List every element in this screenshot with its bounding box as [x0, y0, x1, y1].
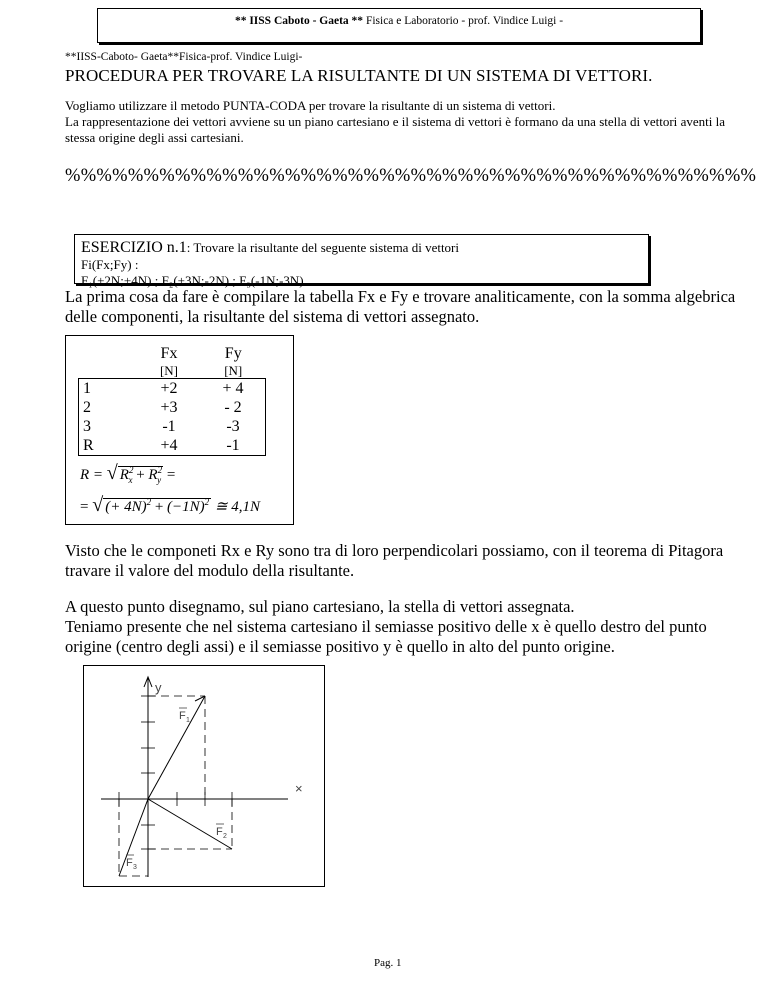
f1-sub: 1 — [186, 717, 190, 724]
separator: %%%%%%%%%%%%%%%%%%%%%%%%%%%%%%%%%%%%%%%%%%%% — [65, 166, 757, 186]
row-label: R — [79, 436, 138, 456]
row-fx: +2 — [137, 379, 201, 399]
f3-label: F — [126, 857, 133, 869]
paragraph-3: A questo punto disegnamo, sul piano cartesiano, la stella di vettori assegnata. — [65, 597, 575, 616]
header-subject: Fisica e Laboratorio - prof. Vindice Luigi - — [363, 15, 564, 27]
vector-f1 — [148, 696, 205, 799]
vector-diagram — [83, 665, 325, 887]
paragraph-1: La prima cosa da fare è compilare la tabella Fx e Fy e trovare analiticamente, con la somma algebrica delle componenti, la risultante del sistema di vettori assegnato. — [65, 287, 736, 326]
intro — [65, 98, 725, 146]
formula-plus-2: + — [151, 499, 168, 515]
col-fx: Fx — [160, 345, 178, 362]
formula-line-2 — [80, 494, 260, 517]
f1-label: F — [179, 710, 186, 722]
table-row — [79, 379, 266, 399]
formula-ry: R — [148, 467, 158, 483]
table-header-row — [79, 344, 266, 363]
formula-result: ≅ 4,1N — [214, 499, 260, 515]
exercise-label: ESERCIZIO n.1 — [81, 239, 187, 256]
subheader: **IISS-Caboto- Gaeta**Fisica-prof. Vindice Luigi- — [65, 51, 303, 63]
row-fx: +4 — [137, 436, 201, 456]
table-row — [79, 436, 266, 456]
row-label: 3 — [79, 417, 138, 436]
table-unit-row — [79, 363, 266, 379]
col-fy: Fy — [224, 345, 242, 362]
header-school: ** IISS Caboto - Gaeta ** — [234, 15, 364, 27]
f2-sub: 2 — [223, 833, 227, 840]
formula-rx: R — [119, 467, 129, 483]
f2-label: F — [216, 826, 223, 838]
formula-x-sub: x — [128, 475, 133, 485]
formula-eq: = — [163, 467, 176, 483]
row-label: 1 — [79, 379, 138, 399]
x-axis-label: × — [295, 781, 303, 796]
table-row — [79, 417, 266, 436]
unit-fx: [N] — [159, 363, 179, 378]
formula-eq-2: = — [80, 499, 89, 515]
f3-sub: 3 — [133, 864, 137, 871]
exercise-text: : Trovare la risultante del seguente sistema di vettori — [186, 240, 460, 255]
table-row — [79, 398, 266, 417]
row-fy: + 4 — [201, 379, 266, 399]
formula-term-a: (+ 4N) — [105, 499, 147, 515]
intro-line-2: La rappresentazione dei vettori avviene su un piano cartesiano e il sistema di vettori è formano da una stella di vettori aventi la stessa origine degli assi cartesiani. — [65, 114, 725, 145]
row-fx: -1 — [162, 418, 176, 435]
formula-y-sub: y — [157, 475, 162, 485]
exercise-heading — [81, 239, 648, 257]
formula-line-1 — [80, 462, 175, 485]
row-fx: +3 — [160, 399, 178, 416]
row-fy: -1 — [201, 436, 266, 456]
y-axis-label: y — [155, 680, 162, 695]
components-table — [78, 344, 266, 456]
intro-line-1: Vogliamo utilizzare il metodo PUNTA-CODA per trovare la risultante di un sistema di vettori. — [65, 98, 556, 113]
page-title: PROCEDURA PER TROVARE LA RISULTANTE DI UN SISTEMA DI VETTORI. — [65, 66, 653, 85]
formula-radicand: $R^2_x + R^2_y$ — [119, 465, 163, 485]
exercise-line-3: F₁(+2N;+4N) ; F₂(+3N;-2N) ; F₃(-1N;-3N). — [81, 273, 307, 288]
exercise-box — [74, 234, 649, 288]
formula-term-b: (−1N) — [167, 499, 205, 515]
paragraph-4: Teniamo presente che nel sistema cartesiano il semiasse positivo delle x è quello destro del punto origine (centro degli assi) e il semiasse positivo y è quello in alto del punto origine. — [65, 617, 707, 656]
sqrt-icon-2: √ — [92, 494, 104, 516]
paragraph-2: Visto che le componeti Rx e Ry sono tra di loro perpendicolari possiamo, con il teorema di Pitagora travare il valore del modulo della risultante. — [65, 541, 724, 580]
row-label: 2 — [79, 398, 138, 417]
formula-r: R = — [80, 467, 104, 483]
formula-plus: + — [132, 467, 149, 483]
row-fy: - 2 — [201, 398, 266, 417]
exercise-line-2: Fi(Fx;Fy) : — [81, 257, 139, 272]
unit-fy: [N] — [224, 363, 243, 378]
formula-radicand-2: (+ $4N)^2 + (-1N)^2$ — [105, 497, 210, 515]
page-number: Pag. 1 — [374, 957, 402, 969]
sqrt-icon: √ — [106, 462, 118, 484]
page-header — [97, 8, 701, 43]
row-fy: -3 — [201, 417, 266, 436]
